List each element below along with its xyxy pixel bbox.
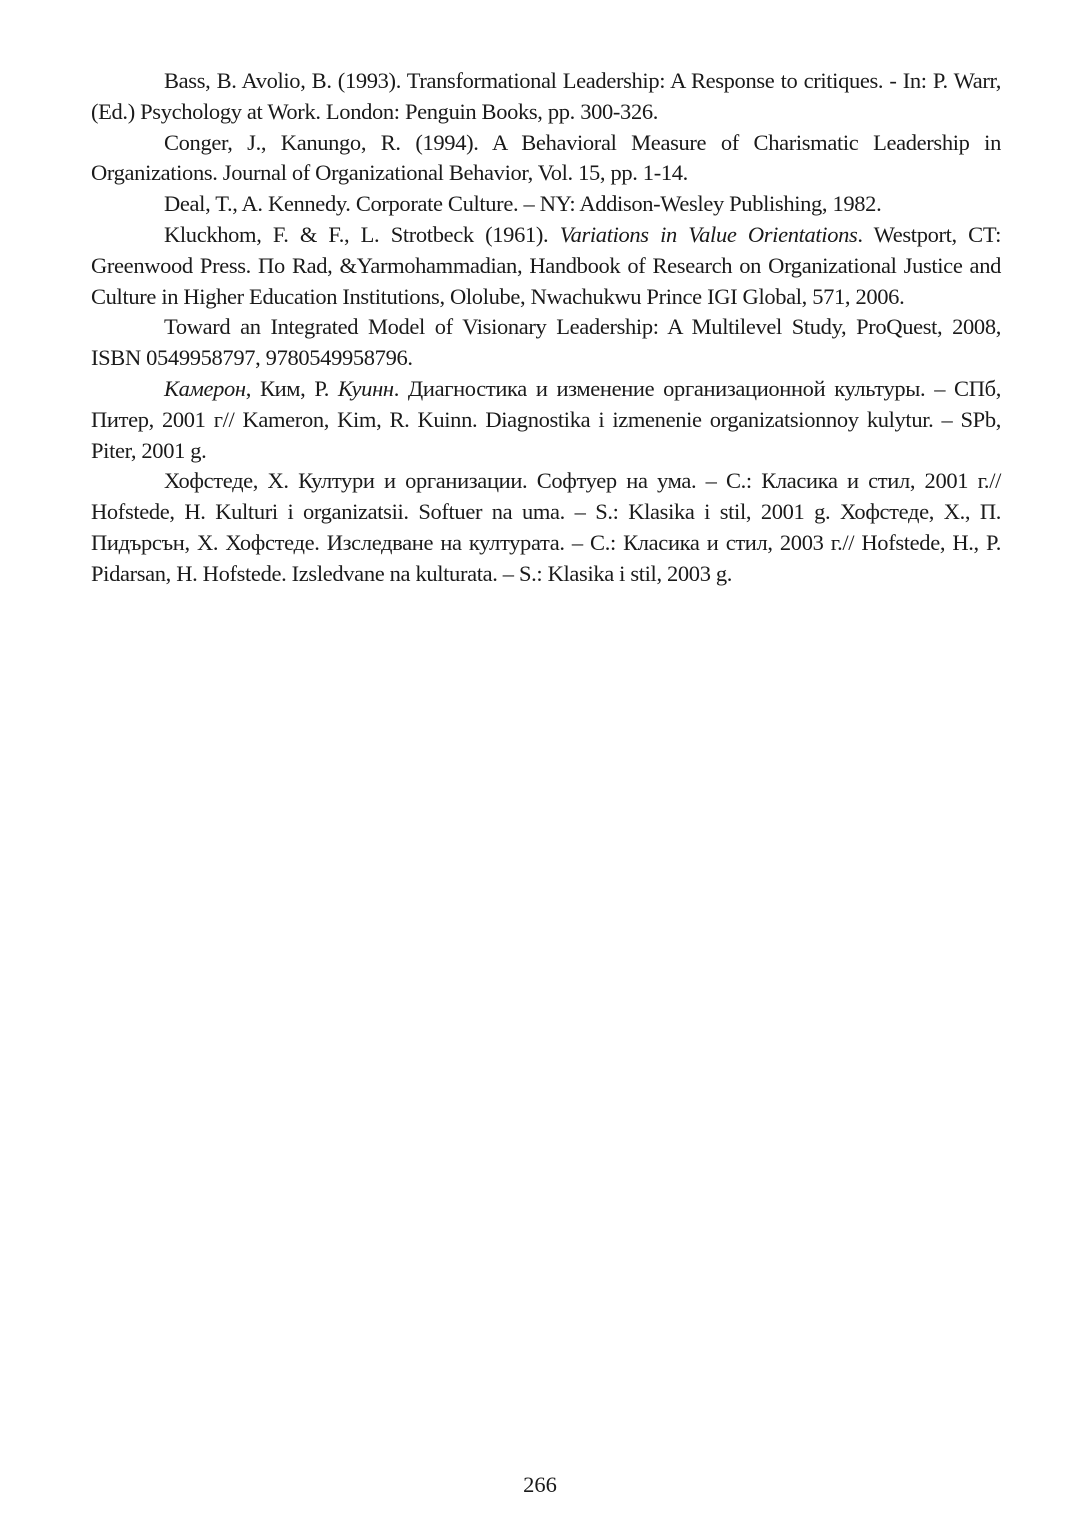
- reference-cameron-quinn: [91, 374, 1001, 466]
- reference-list: [91, 66, 1001, 590]
- reference-text: Kluckhom, F. & F., L. Strotbeck (1961).: [164, 221, 560, 247]
- reference-text: . Westport, CT: Greenwood Press. По Rad, &Yarmohammadian, Handbook of Research on Organizational Justice and Culture in Higher Education Institutions, Ololube, Nwachukwu Prince IGI Global, 571, 2006.: [91, 221, 1002, 309]
- reference-kluckhom-strotbeck: [91, 220, 1001, 312]
- reference-text: Toward an Integrated Model of Visionary Leadership: A Multilevel Study, ProQuest, 2008, ISBN 0549958797, 9780549958796.: [91, 314, 1001, 371]
- reference-text: Хофстеде, Х. Култури и организации. Софтуер на ума. – С.: Класика и стил, 2001 г.// Hofstede, H. Kulturi i organizatsii. Softuer na uma. – S.: Klasika i stil, 2001 g. Хофстеде, Х., П. Пидърсън, Х. Хофстеде. Изследване на културата. – С.: Класика и стил, 2003 г.// Hofstede, H., P. Pidarsan, H. Hofstede. Izsledvane na kulturata. – S.: Klasika i stil, 2003 g.: [91, 468, 1001, 586]
- reference-deal-kennedy: [91, 189, 1001, 220]
- reference-visionary-leadership: [91, 312, 1001, 374]
- reference-text: Bass, B. Avolio, B. (1993). Transformational Leadership: A Response to critiques. - In: P. Warr, (Ed.) Psychology at Work. London: Penguin Books, pp. 300-326.: [91, 68, 1001, 124]
- reference-text: Conger, J., Kanungo, R. (1994). A Behavioral Measure of Charismatic Leadership in Organizations. Journal of Organizational Behavior, Vol. 15, pp. 1-14.: [91, 129, 1001, 186]
- reference-text: . Диагностика и изменение организационной культуры. – СПб, Питер, 2001 г// Kameron, Kim, R. Kuinn. Diagnostika i izmenenie organizatsionnoy kulytur. – SPb, Piter, 2001 g.: [91, 375, 1001, 463]
- reference-author-italic: Камерон: [164, 375, 246, 401]
- reference-text: Deal, T., A. Kennedy. Corporate Culture. – NY: Addison-Wesley Publishing, 1982.: [164, 191, 882, 217]
- reference-bass-avolio: [91, 66, 1001, 128]
- reference-hofstede: [91, 466, 1001, 589]
- reference-author-italic: Куинн: [337, 375, 394, 401]
- reference-conger-kanungo: [91, 128, 1001, 190]
- reference-title-italic: Variations in Value Orientations: [559, 221, 858, 247]
- reference-text: , Ким, Р.: [245, 375, 338, 401]
- page-number: 266: [523, 1472, 557, 1497]
